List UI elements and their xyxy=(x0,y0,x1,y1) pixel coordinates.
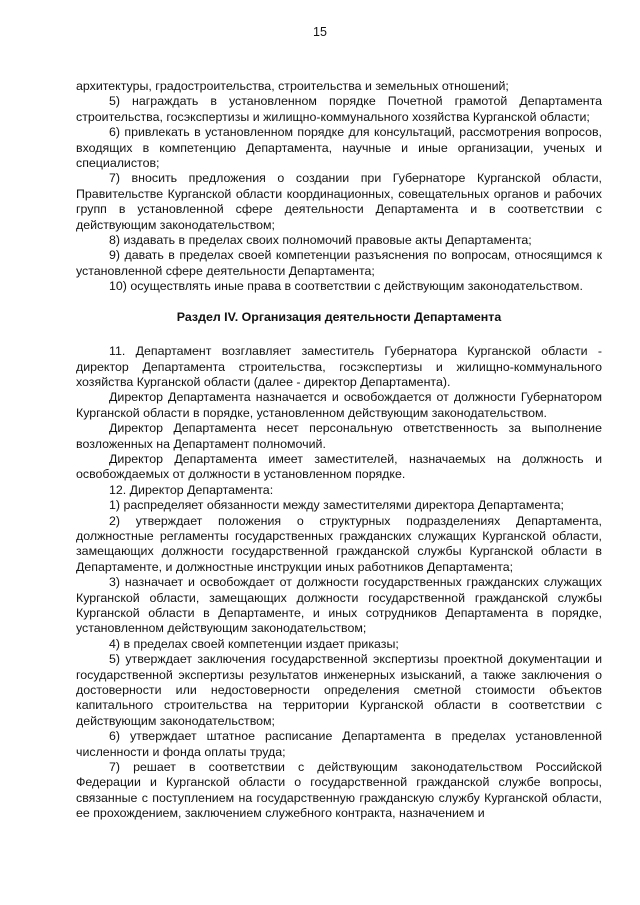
paragraph: Директор Департамента несет персональную ответственность за выполнение возложенных на Департамент полномочий. xyxy=(76,421,602,451)
paragraph: 1) распределяет обязанности между заместителями директора Департамента; xyxy=(109,498,564,513)
paragraph: 6) утверждает штатное расписание Департамента в пределах установленной численности и фонда оплаты труда; xyxy=(76,729,602,759)
paragraph: 5) утверждает заключения государственной экспертизы проектной документации и государственной экспертизы результатов инженерных изысканий, а также заключения о достоверности или недостоверности определения сметной стоимости объектов капитального строительства на территории Курганской области в соответствии с действующим законодательством; xyxy=(76,652,602,728)
paragraph: архитектуры, градостроительства, строительства и земельных отношений; xyxy=(76,79,509,93)
paragraph: 7) решает в соответствии с действующим законодательством Российской Федерации и Курганской области о государственной гражданской службе вопросы, связанные с поступлением на государственную гражданскую службу Курганской области, ее прохождением, заключением служебного контракта, назначением и xyxy=(76,760,602,821)
paragraph: Директор Департамента имеет заместителей, назначаемых на должность и освобождаемых от должности в установленном порядке. xyxy=(76,451,602,482)
paragraph: 3) назначает и освобождает от должности государственных гражданских служащих Курганской области, замещающих должности государственной гражданской службы Курганской области в Департаменте, и иных сотрудников Департамента в порядке, установленном действующим законодательством; xyxy=(76,575,602,636)
paragraph: 6) привлекать в установленном порядке для консультаций, рассмотрения вопросов, входящих в компетенцию Департамента, научные и иные организации, ученых и специалистов; xyxy=(76,125,602,171)
document-body xyxy=(76,79,602,822)
paragraph-group-organization xyxy=(76,344,602,822)
paragraph-group-rights xyxy=(76,79,602,295)
paragraph: 12. Директор Департамента: xyxy=(109,482,274,497)
paragraph: 10) осуществлять иные права в соответствии с действующим законодательством. xyxy=(109,279,583,294)
paragraph: 9) давать в пределах своей компетенции разъяснения по вопросам, относящимся к установленной сфере деятельности Департамента; xyxy=(76,248,602,278)
paragraph: 5) награждать в установленном порядке Почетной грамотой Департамента строительства, госэкспертизы и жилищно-коммунального хозяйства Курганской области; xyxy=(76,94,602,124)
paragraph: Директор Департамента назначается и освобождается от должности Губернатором Курганской области в порядке, установленном действующим законодательством. xyxy=(76,390,602,420)
section-heading: Раздел IV. Организация деятельности Департамента xyxy=(176,309,502,324)
paragraph: 7) вносить предложения о создании при Губернаторе Курганской области, Правительстве Курганской области координационных, совещательных органов и рабочих групп в установленной сфере деятельности Департамента и в соответствии с действующим законодательством; xyxy=(76,171,602,232)
paragraph: 11. Департамент возглавляет заместитель Губернатора Курганской области - директор Департамента строительства, госэкспертизы и жилищно-коммунального хозяйства Курганской области (далее - директор Департамента). xyxy=(76,344,602,389)
paragraph: 8) издавать в пределах своих полномочий правовые акты Департамента; xyxy=(109,233,532,248)
page-number: 15 xyxy=(313,25,327,39)
paragraph: 4) в пределах своей компетенции издает приказы; xyxy=(109,636,399,651)
paragraph: 2) утверждает положения о структурных подразделениях Департамента, должностные регламенты государственных гражданских служащих Курганской области, замещающих должности государственной гражданской службы Курганской области в Департаменте, и должностные инструкции иных работников Департамента; xyxy=(76,513,602,574)
